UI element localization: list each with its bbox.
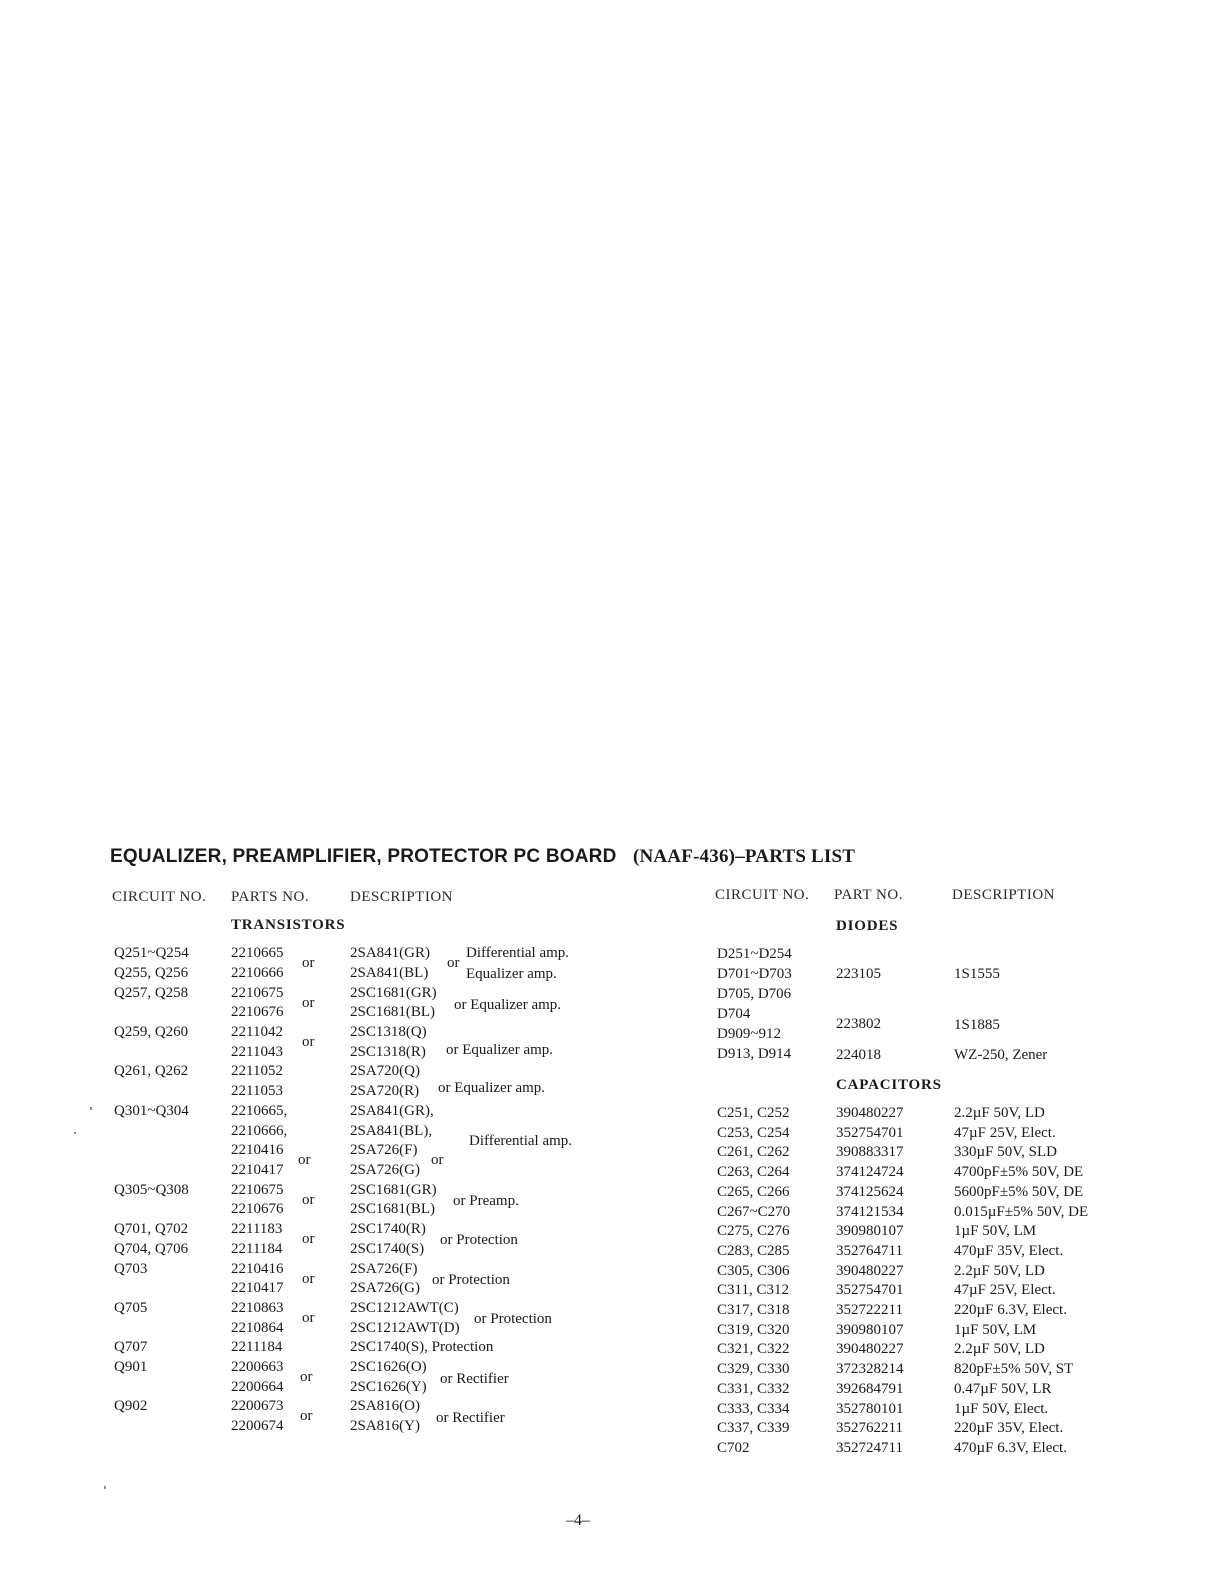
or-connector: or [298, 1152, 311, 1168]
circuit-no: C702 [717, 1440, 750, 1456]
part-no: 223802 [836, 1016, 881, 1032]
part-description: 2SC1626(Y) [350, 1379, 427, 1395]
part-description: 47µF 25V, Elect. [954, 1125, 1056, 1141]
circuit-no: C253, C254 [717, 1125, 790, 1141]
part-no: 2211053 [231, 1083, 283, 1099]
part-no: 2210864 [231, 1320, 284, 1336]
circuit-no: D251~D254 [717, 946, 792, 962]
circuit-no: Q301~Q304 [114, 1103, 189, 1119]
part-description: 1µF 50V, LM [954, 1223, 1037, 1239]
circuit-no: C337, C339 [717, 1420, 790, 1436]
part-no: 2200673 [231, 1398, 284, 1414]
part-description: 2SA726(G) [350, 1162, 420, 1178]
part-description: 2SA841(GR), [350, 1103, 434, 1119]
part-no: 2211043 [231, 1044, 283, 1060]
circuit-no: Q901 [114, 1359, 148, 1375]
circuit-no: C321, C322 [717, 1341, 790, 1357]
circuit-no: Q257, Q258 [114, 985, 189, 1001]
circuit-no: C311, C312 [717, 1282, 789, 1298]
function-note: Equalizer amp. [466, 966, 557, 982]
or-connector: or [431, 1152, 444, 1168]
part-no: 374124724 [836, 1164, 904, 1180]
part-description: 2SA841(GR) [350, 945, 431, 961]
part-description: 2SC1318(Q) [350, 1024, 427, 1040]
circuit-no: D909~912 [717, 1026, 781, 1042]
part-no: 2210666, [231, 1123, 288, 1139]
part-description: 1µF 50V, LM [954, 1322, 1037, 1338]
or-connector: or [302, 1310, 315, 1326]
function-note: or Equalizer amp. [438, 1080, 546, 1096]
part-no: 2210417 [231, 1280, 284, 1296]
circuit-no: Q251~Q254 [114, 945, 189, 961]
part-no: 224018 [836, 1047, 881, 1063]
part-description: 2SA726(F) [350, 1142, 418, 1158]
function-note: Differential amp. [466, 945, 570, 961]
part-no: 2210665, [231, 1103, 288, 1119]
circuit-no: Q259, Q260 [114, 1024, 189, 1040]
part-no: 374125624 [836, 1184, 904, 1200]
part-description: 220µF 35V, Elect. [954, 1420, 1064, 1436]
part-no: 372328214 [836, 1361, 904, 1377]
circuit-no: D705, D706 [717, 986, 792, 1002]
part-description: 2.2µF 50V, LD [954, 1105, 1045, 1121]
scan-speck [104, 1486, 106, 1489]
page-number: –4– [566, 1512, 590, 1529]
part-no: 2210665 [231, 945, 284, 961]
part-no: 2210416 [231, 1261, 284, 1277]
circuit-no: C319, C320 [717, 1322, 790, 1338]
part-description: 2SA841(BL) [350, 965, 429, 981]
part-description: 2SC1212AWT(D) [350, 1320, 460, 1336]
part-description: 2SA841(BL), [350, 1123, 433, 1139]
circuit-no: Q701, Q702 [114, 1221, 189, 1237]
circuit-no: D704 [717, 1006, 751, 1022]
circuit-no: Q704, Q706 [114, 1241, 189, 1257]
circuit-no: C333, C334 [717, 1401, 790, 1417]
part-no: 2211183 [231, 1221, 283, 1237]
circuit-no: C305, C306 [717, 1263, 790, 1279]
circuit-no: C251, C252 [717, 1105, 790, 1121]
circuit-no: Q261, Q262 [114, 1063, 189, 1079]
right-header-circuit-no: CIRCUIT NO. [715, 887, 810, 903]
part-description: 2SC1681(BL) [350, 1201, 436, 1217]
part-description: 2SC1626(O) [350, 1359, 427, 1375]
part-no: 2210416 [231, 1142, 284, 1158]
circuit-no: D913, D914 [717, 1046, 792, 1062]
part-description: 1µF 50V, Elect. [954, 1401, 1049, 1417]
part-no: 2211042 [231, 1024, 283, 1040]
part-no: 390883317 [836, 1144, 904, 1160]
scan-speck [90, 1107, 92, 1110]
function-note: or Equalizer amp. [446, 1042, 554, 1058]
part-description: 2SA720(Q) [350, 1063, 420, 1079]
part-no: 2210675 [231, 985, 284, 1001]
part-description: 2SA816(Y) [350, 1418, 420, 1434]
part-no: 390480227 [836, 1341, 904, 1357]
part-no: 2210666 [231, 965, 284, 981]
circuit-no: C283, C285 [717, 1243, 790, 1259]
part-description: 2SA726(F) [350, 1261, 418, 1277]
or-connector: or [300, 1408, 313, 1424]
function-note: or Preamp. [453, 1193, 519, 1209]
right-header-part-no: PART NO. [834, 887, 903, 903]
part-description: 2SC1212AWT(C) [350, 1300, 459, 1316]
part-description: 470µF 6.3V, Elect. [954, 1440, 1067, 1456]
function-note: or Equalizer amp. [454, 997, 562, 1013]
part-description: 5600pF±5% 50V, DE [954, 1184, 1084, 1200]
page-title [110, 846, 855, 868]
part-no: 2210676 [231, 1004, 284, 1020]
part-no: 374121534 [836, 1204, 904, 1220]
part-description: 820pF±5% 50V, ST [954, 1361, 1074, 1377]
part-description: 47µF 25V, Elect. [954, 1282, 1056, 1298]
scan-speck [74, 1132, 76, 1134]
part-no: 2211184 [231, 1339, 283, 1355]
part-description: 2.2µF 50V, LD [954, 1263, 1045, 1279]
circuit-no: C275, C276 [717, 1223, 790, 1239]
part-no: 390980107 [836, 1223, 904, 1239]
part-description: 0.015µF±5% 50V, DE [954, 1204, 1089, 1220]
circuit-no: Q707 [114, 1339, 148, 1355]
part-description: 2SC1740(S), Protection [350, 1339, 494, 1355]
or-connector: or [302, 1231, 315, 1247]
part-description: 2SC1681(GR) [350, 1182, 437, 1198]
part-no: 352762211 [836, 1420, 903, 1436]
part-no: 2211052 [231, 1063, 283, 1079]
left-header-description: DESCRIPTION [350, 889, 454, 905]
title-board-code: (NAAF-436)–PARTS LIST [632, 846, 856, 867]
part-no: 2210676 [231, 1201, 284, 1217]
part-no: 352754701 [836, 1282, 904, 1298]
part-description: 4700pF±5% 50V, DE [954, 1164, 1084, 1180]
circuit-no: D701~D703 [717, 966, 792, 982]
function-note: Differential amp. [469, 1133, 573, 1149]
function-note: or Protection [440, 1232, 518, 1248]
circuit-no: Q255, Q256 [114, 965, 189, 981]
function-note: or Protection [432, 1272, 510, 1288]
left-header-parts-no: PARTS NO. [231, 889, 310, 905]
or-connector: or [300, 1369, 313, 1385]
part-no: 352754701 [836, 1125, 904, 1141]
right-header-description: DESCRIPTION [952, 887, 1056, 903]
circuit-no: C263, C264 [717, 1164, 790, 1180]
part-no: 2200664 [231, 1379, 284, 1395]
function-note: or Protection [474, 1311, 552, 1327]
circuit-no: C317, C318 [717, 1302, 790, 1318]
part-no: 223105 [836, 966, 881, 982]
part-no: 2200663 [231, 1359, 284, 1375]
section-title-transistors: TRANSISTORS [231, 917, 346, 933]
part-no: 352724711 [836, 1440, 903, 1456]
circuit-no: Q902 [114, 1398, 148, 1414]
part-no: 2211184 [231, 1241, 283, 1257]
part-description: 330µF 50V, SLD [954, 1144, 1057, 1160]
section-title-diodes: DIODES [836, 918, 899, 934]
circuit-no: C331, C332 [717, 1381, 790, 1397]
part-description: 220µF 6.3V, Elect. [954, 1302, 1067, 1318]
or-connector: or [302, 1034, 315, 1050]
or-connector: or [302, 1271, 315, 1287]
function-note: or Rectifier [436, 1410, 505, 1426]
left-header-circuit-no: CIRCUIT NO. [112, 889, 207, 905]
part-description: 2.2µF 50V, LD [954, 1341, 1045, 1357]
part-description: 2SA726(G) [350, 1280, 420, 1296]
or-connector: or [302, 1192, 315, 1208]
circuit-no: C329, C330 [717, 1361, 790, 1377]
part-no: 352780101 [836, 1401, 904, 1417]
circuit-no: C265, C266 [717, 1184, 790, 1200]
or-connector: or [302, 955, 315, 971]
section-title-capacitors: CAPACITORS [836, 1077, 942, 1093]
part-no: 390480227 [836, 1105, 904, 1121]
part-description: 2SA720(R) [350, 1083, 420, 1099]
part-description: 2SC1681(BL) [350, 1004, 436, 1020]
circuit-no: C267~C270 [717, 1204, 791, 1220]
or-connector: or [302, 995, 315, 1011]
part-no: 2200674 [231, 1418, 284, 1434]
part-description: 2SC1740(S) [350, 1241, 425, 1257]
circuit-no: C261, C262 [717, 1144, 790, 1160]
circuit-no: Q703 [114, 1261, 148, 1277]
function-note: or Rectifier [440, 1371, 509, 1387]
part-description: 0.47µF 50V, LR [954, 1381, 1052, 1397]
part-description: WZ-250, Zener [954, 1047, 1048, 1063]
part-no: 390480227 [836, 1263, 904, 1279]
part-description: 2SC1740(R) [350, 1221, 426, 1237]
part-description: 2SA816(O) [350, 1398, 420, 1414]
part-no: 352722211 [836, 1302, 903, 1318]
part-description: 2SC1318(R) [350, 1044, 426, 1060]
circuit-no: Q705 [114, 1300, 148, 1316]
circuit-no: Q305~Q308 [114, 1182, 189, 1198]
part-description: 470µF 35V, Elect. [954, 1243, 1064, 1259]
part-description: 1S1885 [954, 1017, 1000, 1033]
part-no: 2210863 [231, 1300, 284, 1316]
title-main: EQUALIZER, PREAMPLIFIER, PROTECTOR PC BOARD [110, 846, 617, 867]
or-connector: or [447, 955, 460, 971]
part-description: 2SC1681(GR) [350, 985, 437, 1001]
part-no: 352764711 [836, 1243, 903, 1259]
part-no: 2210675 [231, 1182, 284, 1198]
part-no: 392684791 [836, 1381, 904, 1397]
part-no: 390980107 [836, 1322, 904, 1338]
part-no: 2210417 [231, 1162, 284, 1178]
part-description: 1S1555 [954, 966, 1000, 982]
